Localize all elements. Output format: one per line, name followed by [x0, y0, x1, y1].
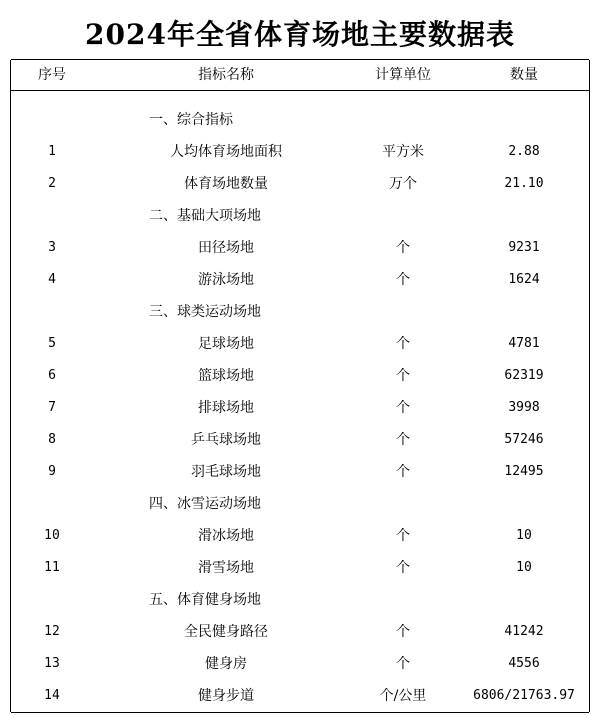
header-value: 数量	[510, 67, 538, 83]
row-unit: 个	[396, 368, 410, 384]
row-value: 57246	[504, 432, 544, 447]
table-row	[11, 424, 589, 456]
row-no: 5	[48, 336, 56, 351]
table-row	[11, 168, 589, 200]
header-unit: 计算单位	[375, 67, 431, 83]
table-row	[11, 680, 589, 712]
row-unit: 个	[396, 528, 410, 544]
row-name: 游泳场地	[198, 272, 254, 288]
row-unit: 个	[396, 624, 410, 640]
table-row	[11, 520, 589, 552]
row-value: 2.88	[508, 144, 540, 159]
row-unit: 个/公里	[379, 688, 427, 704]
header-no: 序号	[38, 67, 66, 83]
row-no: 1	[48, 144, 56, 159]
section-row	[11, 584, 589, 616]
row-name: 足球场地	[198, 336, 254, 352]
row-value: 1624	[508, 272, 540, 287]
row-value: 62319	[504, 368, 544, 383]
table-row	[11, 232, 589, 264]
row-value: 41242	[504, 624, 544, 639]
row-unit: 个	[396, 560, 410, 576]
row-unit: 万个	[389, 176, 417, 192]
header-name: 指标名称	[198, 67, 254, 83]
table-row	[11, 648, 589, 680]
row-value: 6806/21763.97	[473, 688, 575, 703]
section-title: 四、冰雪运动场地	[149, 496, 261, 512]
row-unit: 个	[396, 240, 410, 256]
section-title: 三、球类运动场地	[149, 304, 261, 320]
table-row	[11, 360, 589, 392]
table-body	[11, 104, 589, 712]
row-name: 滑冰场地	[198, 528, 254, 544]
row-name: 羽毛球场地	[191, 464, 261, 480]
section-title: 一、综合指标	[149, 112, 233, 128]
row-no: 8	[48, 432, 56, 447]
row-value: 10	[516, 528, 532, 543]
row-no: 9	[48, 464, 56, 479]
table-row	[11, 136, 589, 168]
row-no: 2	[48, 176, 56, 191]
row-unit: 个	[396, 400, 410, 416]
row-value: 10	[516, 560, 532, 575]
row-name: 健身房	[205, 656, 247, 672]
row-no: 14	[44, 688, 60, 703]
row-no: 12	[44, 624, 60, 639]
table-row	[11, 456, 589, 488]
row-no: 10	[44, 528, 60, 543]
row-value: 3998	[508, 400, 540, 415]
row-no: 7	[48, 400, 56, 415]
row-no: 6	[48, 368, 56, 383]
table-row	[11, 392, 589, 424]
page-title: 2024年全省体育场地主要数据表	[85, 18, 515, 51]
section-row	[11, 104, 589, 136]
row-value: 12495	[504, 464, 544, 479]
row-unit: 个	[396, 464, 410, 480]
row-name: 健身步道	[198, 688, 254, 704]
row-no: 4	[48, 272, 56, 287]
row-unit: 平方米	[382, 144, 424, 160]
row-name: 乒乓球场地	[191, 432, 261, 448]
table-row	[11, 616, 589, 648]
row-unit: 个	[396, 272, 410, 288]
section-title: 五、体育健身场地	[149, 592, 261, 608]
section-row	[11, 488, 589, 520]
table-spacer	[11, 91, 589, 104]
row-name: 篮球场地	[198, 368, 254, 384]
row-no: 13	[44, 656, 60, 671]
table-row	[11, 328, 589, 360]
row-no: 3	[48, 240, 56, 255]
row-unit: 个	[396, 432, 410, 448]
row-value: 9231	[508, 240, 540, 255]
table-row	[11, 264, 589, 296]
row-value: 4781	[508, 336, 540, 351]
section-row	[11, 296, 589, 328]
row-value: 21.10	[504, 176, 544, 191]
row-unit: 个	[396, 336, 410, 352]
row-name: 滑雪场地	[198, 560, 254, 576]
table-header-row	[11, 60, 589, 91]
row-no: 11	[44, 560, 60, 575]
row-name: 人均体育场地面积	[170, 144, 282, 160]
row-name: 体育场地数量	[184, 176, 268, 192]
row-unit: 个	[396, 656, 410, 672]
row-name: 全民健身路径	[184, 624, 268, 640]
section-row	[11, 200, 589, 232]
data-table	[11, 59, 589, 713]
table-row	[11, 552, 589, 584]
row-value: 4556	[508, 656, 540, 671]
row-name: 田径场地	[198, 240, 254, 256]
row-name: 排球场地	[198, 400, 254, 416]
section-title: 二、基础大项场地	[149, 208, 261, 224]
